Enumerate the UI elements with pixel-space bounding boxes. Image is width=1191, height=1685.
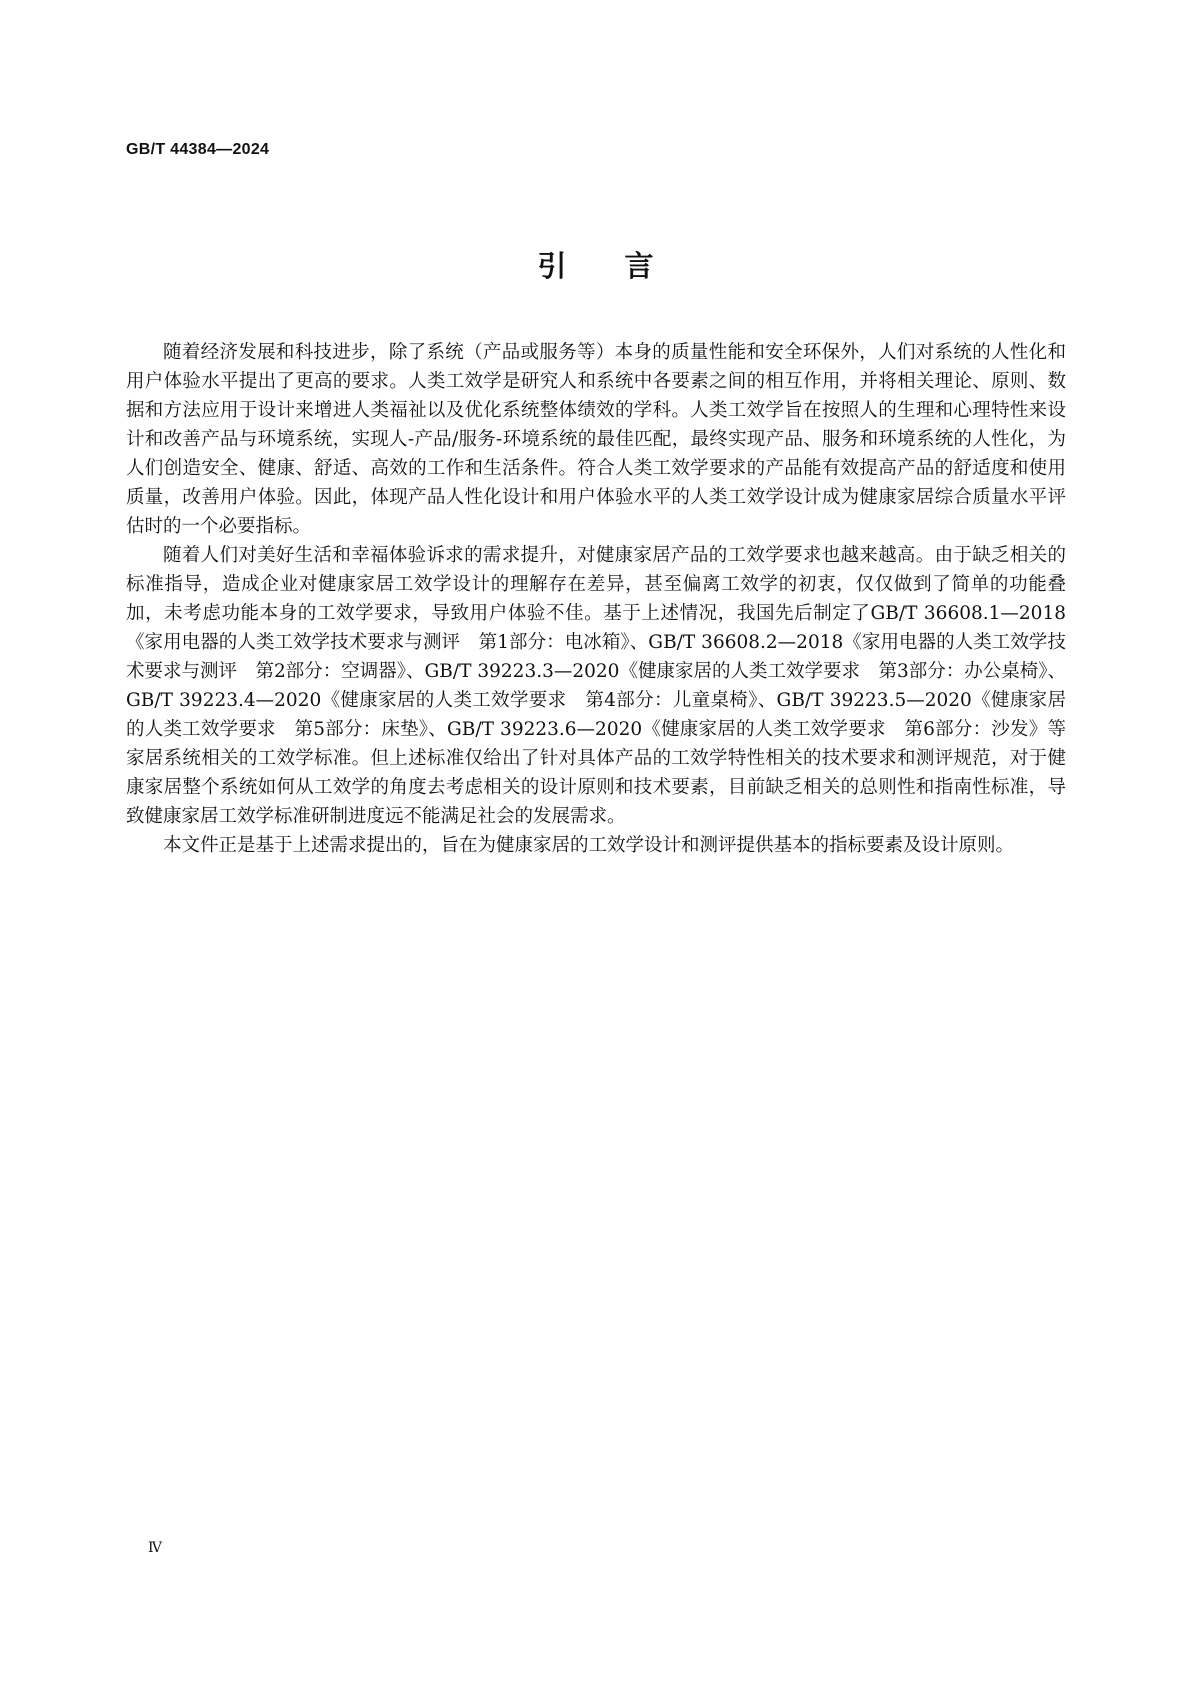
paragraph-1: 随着经济发展和科技进步，除了系统（产品或服务等）本身的质量性能和安全环保外，人们对系统的人性化和用户体验水平提出了更高的要求。人类工效学是研究人和系统中各要素之间的相互作用，并将相关理论、原则、数据和方法应用于设计来增进人类福祉以及优化系统整体绩效的学科。人类工效学旨在按照人的生理和心理特性来设计和改善产品与环境系统，实现人-产品/服务-环境系统的最佳匹配，最终实现产品、服务和环境系统的人性化，为人们创造安全、健康、舒适、高效的工作和生活条件。符合人类工效学要求的产品能有效提高产品的舒适度和使用质量，改善用户体验。因此，体现产品人性化设计和用户体验水平的人类工效学设计成为健康家居综合质量水平评估时的一个必要指标。 [126, 342, 1066, 537]
page-number: Ⅳ [148, 1541, 162, 1556]
document-body [126, 338, 1066, 860]
paragraph-2: 随着人们对美好生活和幸福体验诉求的需求提升，对健康家居产品的工效学要求也越来越高。由于缺乏相关的标准指导，造成企业对健康家居工效学设计的理解存在差异，甚至偏离工效学的初衷，仅仅做到了简单的功能叠加，未考虑功能本身的工效学要求，导致用户体验不佳。基于上述情况，我国先后制定了GB/T 36608.1—2018《家用电器的人类工效学技术要求与测评 第1部分：电冰箱》、GB/T 36608.2—2018《家用电器的人类工效学技术要求与测评 第2部分：空调器》、GB/T 39223.3—2020《健康家居的人类工效学要求 第3部分：办公桌椅》、GB/T 39223.4—2020《健康家居的人类工效学要求 第4部分：儿童桌椅》、GB/T 39223.5—2020《健康家居的人类工效学要求 第5部分：床垫》、GB/T 39223.6—2020《健康家居的人类工效学要求 第6部分：沙发》等家居系统相关的工效学标准。但上述标准仅给出了针对具体产品的工效学特性相关的技术要求和测评规范，对于健康家居整个系统如何从工效学的角度去考虑相关的设计原则和技术要素，目前缺乏相关的总则性和指南性标准，导致健康家居工效学标准研制进度远不能满足社会的发展需求。 [126, 545, 1066, 827]
paragraph-3: 本文件正是基于上述需求提出的，旨在为健康家居的工效学设计和测评提供基本的指标要素及设计原则。 [163, 835, 1015, 856]
standard-code: GB/T 44384—2024 [126, 141, 270, 158]
page-title: 引言 [537, 249, 712, 283]
